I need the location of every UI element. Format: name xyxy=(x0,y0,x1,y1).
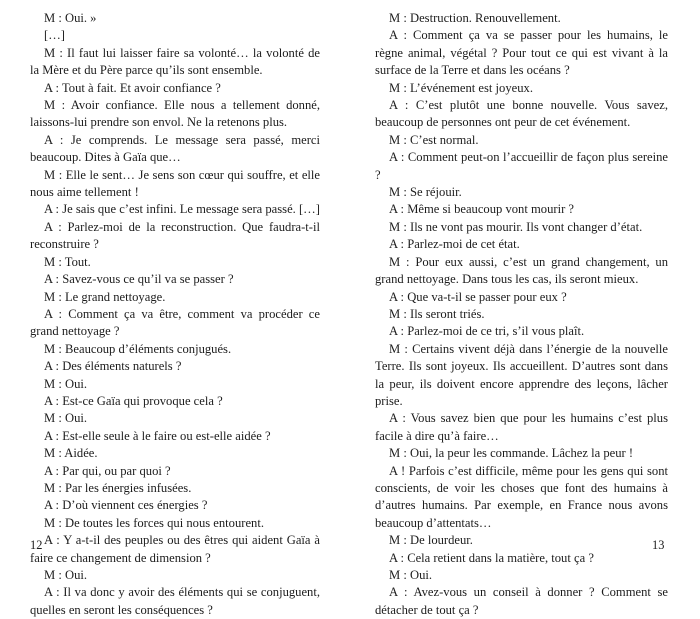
paragraph: A : Y a-t-il des peuples ou des êtres qui aident Gaïa à faire ce changement de dimension ? xyxy=(30,533,320,565)
paragraph: M : Oui. xyxy=(44,411,88,426)
paragraph: M : Certains vivent déjà dans l’énergie de la nouvelle Terre. Ils sont joyeux. Ils accueillent. D’autres sont dans la peur, ils doivent encore apprendre des leçons, lâcher prise. xyxy=(375,341,668,408)
paragraph: A : Comment ça va se passer pour les humains, le règne animal, végétal ? Pour tout ce qui est vivant à la surface de la Terre et dans les océans ? xyxy=(375,28,668,78)
paragraph: M : Oui, la peur les commande. Lâchez la peur ! xyxy=(389,446,634,461)
paragraph: A : Parlez-moi de la reconstruction. Que faudra-t-il reconstruire ? xyxy=(30,219,320,252)
paragraph: A : Même si beaucoup vont mourir ? xyxy=(389,202,575,217)
paragraph: A : Que va-t-il se passer pour eux ? xyxy=(389,289,567,304)
paragraph: M : Destruction. Renouvellement. xyxy=(389,11,561,25)
paragraph: M : Il faut lui laisser faire sa volonté… la volonté de la Mère et du Père parce qu’ils sont ensemble. xyxy=(30,45,320,78)
paragraph: A : Savez-vous ce qu’il va se passer ? xyxy=(44,272,234,287)
paragraph: M : Oui. » xyxy=(44,11,97,25)
paragraph: M : Ils seront triés. xyxy=(389,306,485,321)
paragraph: […] xyxy=(44,28,65,43)
paragraph: M : Ils ne vont pas mourir. Ils vont changer d’état. xyxy=(389,219,643,234)
paragraph: A : Est-ce Gaïa qui provoque cela ? xyxy=(44,393,223,408)
paragraph: M : Beaucoup d’éléments conjugués. xyxy=(44,341,232,356)
paragraph: A : D’où viennent ces énergies ? xyxy=(44,498,208,513)
paragraph: A : Des éléments naturels ? xyxy=(44,359,182,374)
paragraph: M : Avoir confiance. Elle nous a tellement donné, laissons-lui prendre son envol. Ne la retenons plus. xyxy=(30,98,320,130)
paragraph: M : Aidée. xyxy=(44,446,98,461)
right-page xyxy=(375,10,668,619)
paragraph: M : Oui. xyxy=(389,568,433,582)
paragraph: A : Je sais que c’est infini. Le message sera passé. […] xyxy=(44,202,320,217)
page-number-right: 13 xyxy=(652,538,665,552)
paragraph: A : Avez-vous un conseil à donner ? Comment se détacher de tout ça ? xyxy=(375,585,668,617)
paragraph: A : Cela retient dans la matière, tout ça ? xyxy=(389,550,594,565)
paragraph: M : De lourdeur. xyxy=(389,533,473,548)
left-page xyxy=(30,10,320,619)
paragraph: M : Pour eux aussi, c’est un grand changement, un grand nettoyage. Dans tous les cas, ils seront mieux. xyxy=(375,254,668,287)
paragraph: A : Parlez-moi de cet état. xyxy=(389,237,520,252)
paragraph: A : Vous savez bien que pour les humains c’est plus facile à dire qu’à faire… xyxy=(375,411,668,443)
paragraph: A : Est-elle seule à le faire ou est-elle aidée ? xyxy=(44,428,271,443)
paragraph: M : Se réjouir. xyxy=(389,185,462,200)
paragraph: A : Parlez-moi de ce tri, s’il vous plaît. xyxy=(389,324,585,339)
page-number-left: 12 xyxy=(30,538,43,552)
paragraph: A : Comment peut-on l’accueillir de façon plus sereine ? xyxy=(375,150,668,182)
paragraph: M : Le grand nettoyage. xyxy=(44,289,166,304)
paragraph: M : De toutes les forces qui nous entourent. xyxy=(44,515,264,530)
paragraph: A ! Parfois c’est difficile, même pour les gens qui sont conscients, de voir les choses que font des humains à d’autres humains. Par exemple, en France nous avons beaucoup d’attentats… xyxy=(375,463,668,530)
paragraph: M : Oui. xyxy=(44,568,88,582)
paragraph: M : C’est normal. xyxy=(389,132,479,147)
paragraph: M : Tout. xyxy=(44,254,91,269)
paragraph: A : Il va donc y avoir des éléments qui se conjuguent, quelles en seront les conséquences ? xyxy=(30,585,320,617)
paragraph: M : Elle le sent… Je sens son cœur qui souffre, et elle nous aime tellement ! xyxy=(30,167,320,200)
paragraph: M : L’événement est joyeux. xyxy=(389,80,533,95)
paragraph: M : Oui. xyxy=(44,376,88,391)
paragraph: A : C’est plutôt une bonne nouvelle. Vous savez, beaucoup de personnes ont peur de cet événement. xyxy=(375,98,668,130)
paragraph: A : Tout à fait. Et avoir confiance ? xyxy=(44,80,221,95)
paragraph: A : Comment ça va être, comment va procéder ce grand nettoyage ? xyxy=(30,306,320,339)
paragraph: A : Je comprends. Le message sera passé, merci beaucoup. Dites à Gaïa que… xyxy=(30,132,320,165)
paragraph: A : Par qui, ou par quoi ? xyxy=(44,463,171,478)
paragraph: M : Par les énergies infusées. xyxy=(44,480,192,495)
